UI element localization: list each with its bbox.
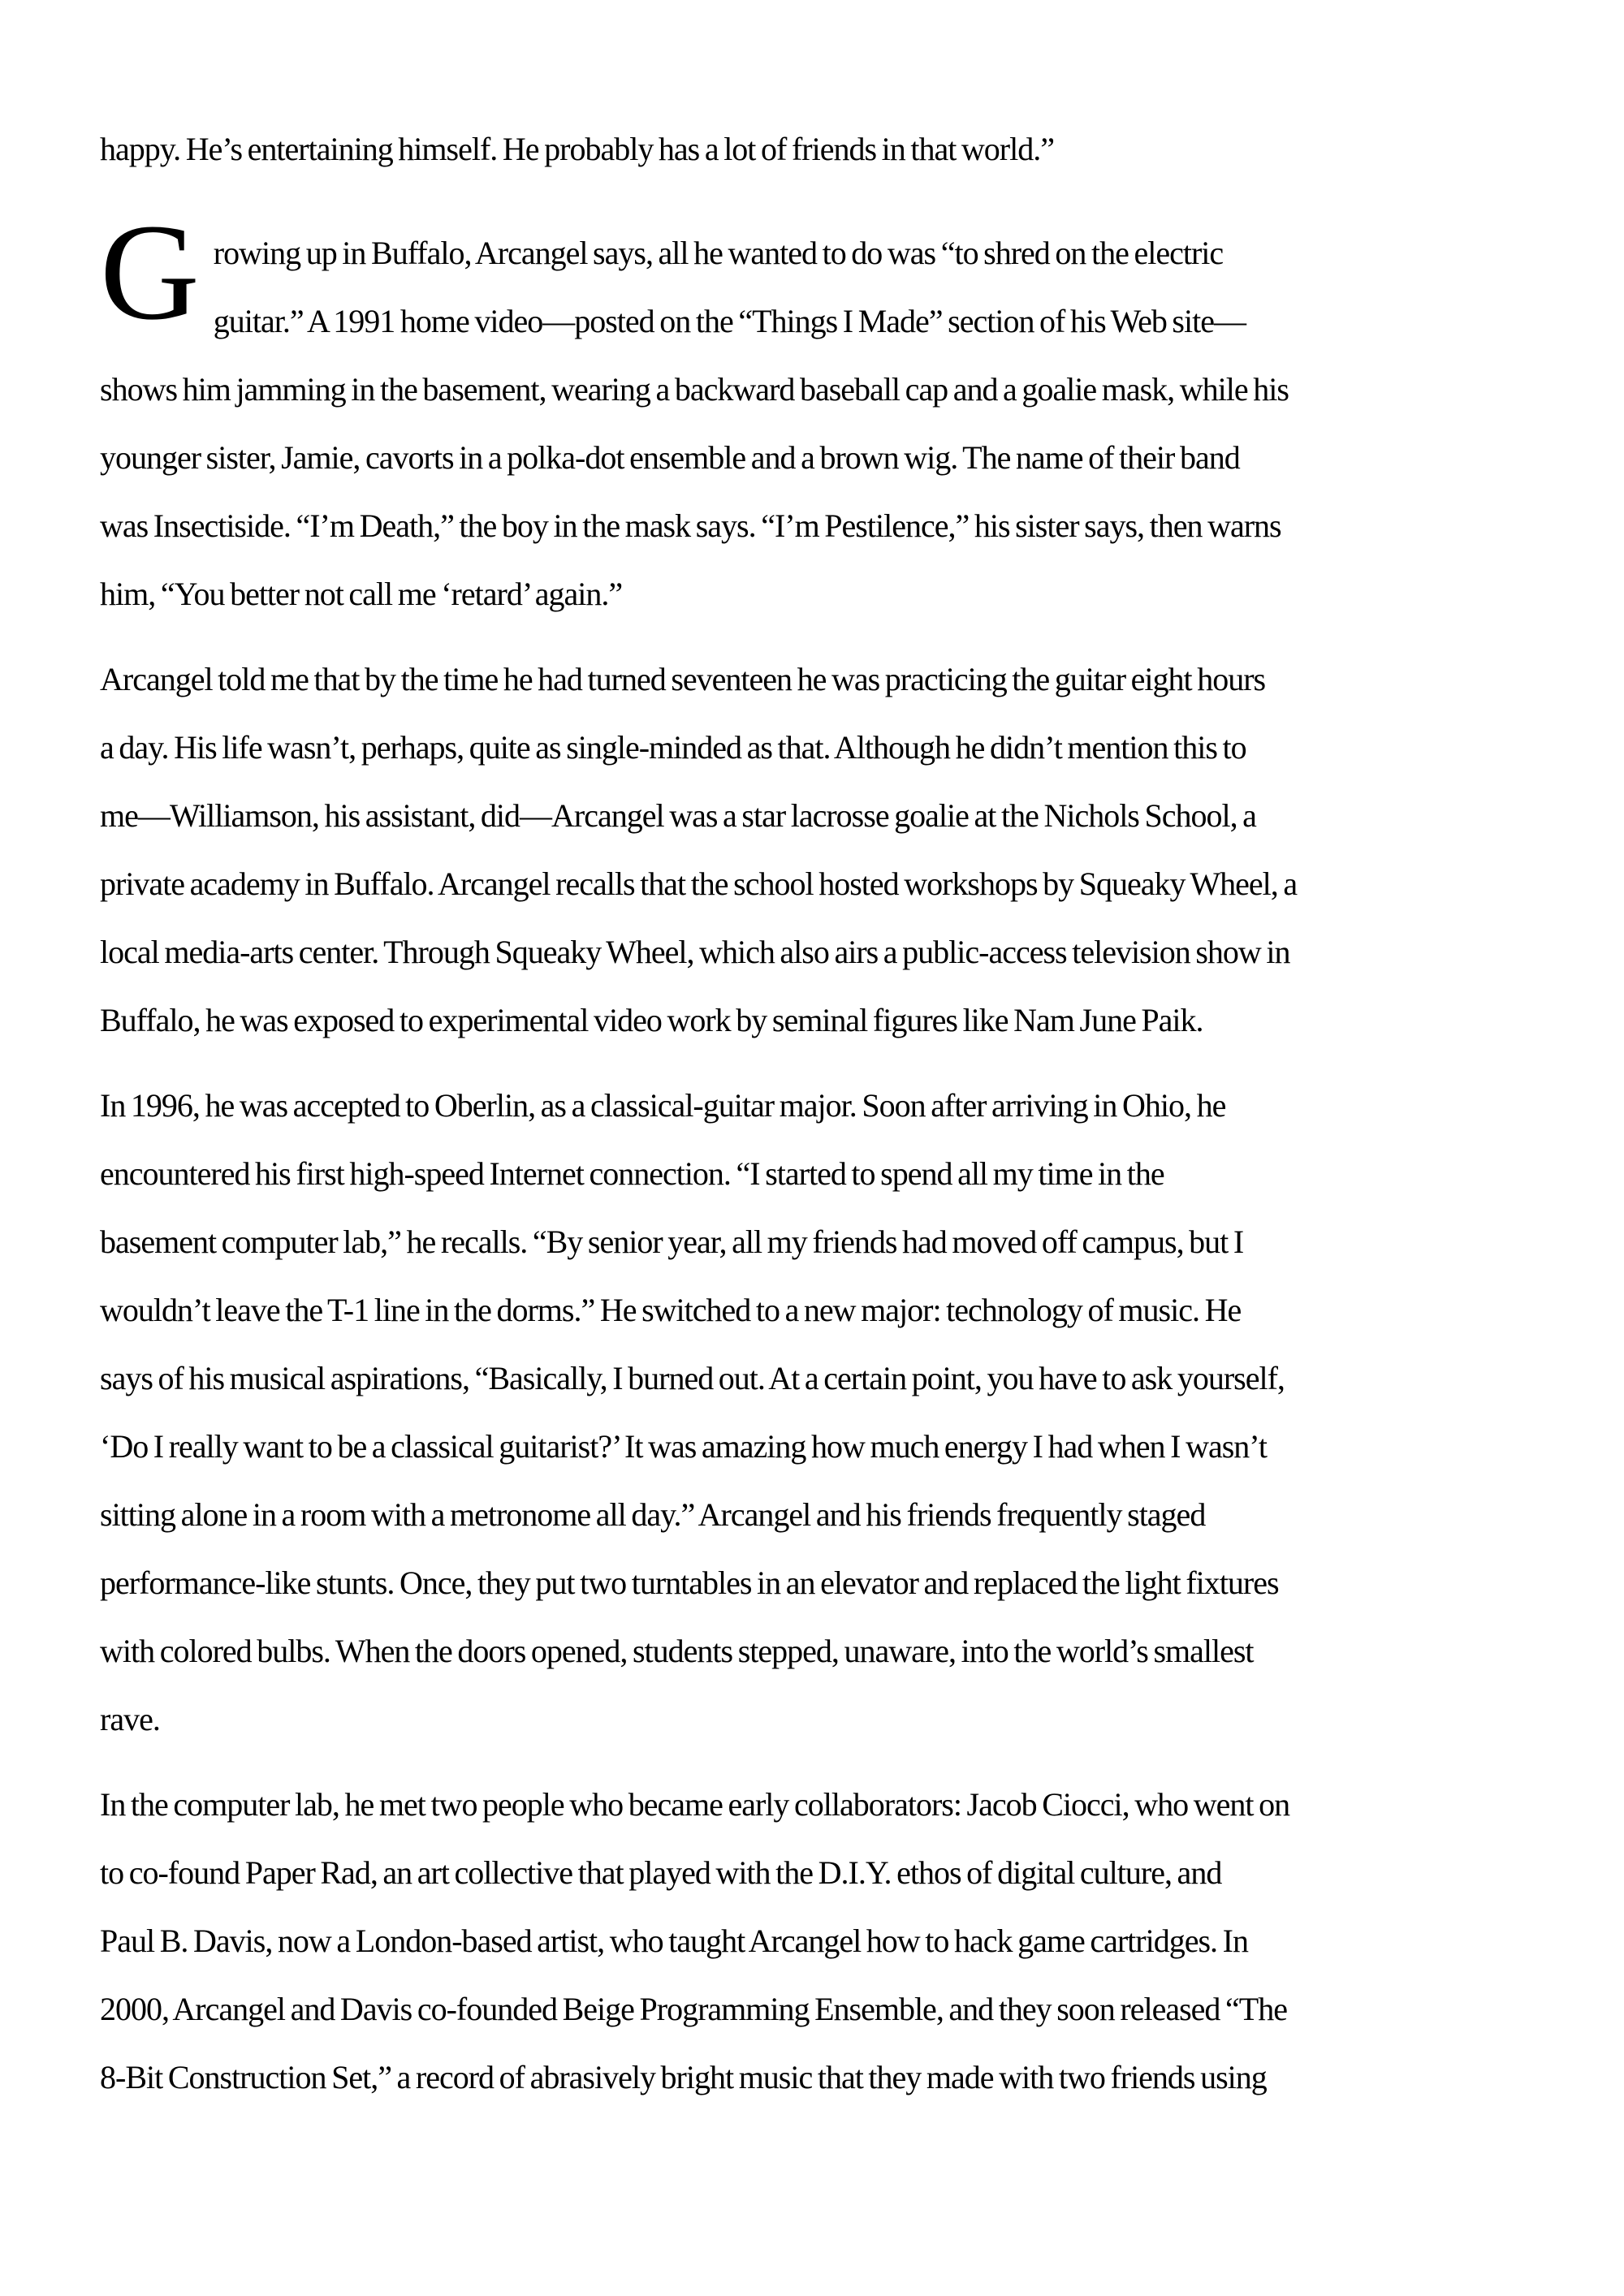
text-line: sitting alone in a room with a metronome all day.” Arcangel and his friends frequently staged: [100, 1496, 1206, 1533]
text-line: In 1996, he was accepted to Oberlin, as a classical-guitar major. Soon after arriving in Ohio, he: [100, 1087, 1226, 1124]
text-line: rave.: [100, 1701, 160, 1737]
text-line: Buffalo, he was exposed to experimental video work by seminal figures like Nam June Paik.: [100, 1002, 1203, 1038]
text-line: guitar.” A 1991 home video—posted on the “Things I Made” section of his Web site—: [213, 303, 1246, 339]
text-line: shows him jamming in the basement, wearing a backward baseball cap and a goalie mask, while his: [100, 371, 1289, 408]
dropcap-letter: G: [100, 196, 200, 348]
paragraph: [100, 1771, 1528, 2112]
text-line: 8-Bit Construction Set,” a record of abrasively bright music that they made with two friends using: [100, 2059, 1267, 2095]
paragraph: [100, 115, 1528, 183]
text-line: rowing up in Buffalo, Arcangel says, all he wanted to do was “to shred on the electric: [213, 235, 1224, 271]
text-line: me—Williamson, his assistant, did—Arcangel was a star lacrosse goalie at the Nichols School, a: [100, 797, 1256, 834]
text-line: ‘Do I really want to be a classical guitarist?’ It was amazing how much energy I had when I wasn’t: [100, 1428, 1267, 1465]
text-line: was Insectiside. “I’m Death,” the boy in the mask says. “I’m Pestilence,” his sister says, then warns: [100, 507, 1281, 544]
text-line: Arcangel told me that by the time he had turned seventeen he was practicing the guitar eight hours: [100, 661, 1266, 697]
paragraph: [100, 196, 1528, 628]
text-line: with colored bulbs. When the doors opened, students stepped, unaware, into the world’s smallest: [100, 1633, 1254, 1669]
text-line: private academy in Buffalo. Arcangel recalls that the school hosted workshops by Squeaky Wheel, a: [100, 865, 1298, 902]
text-line: happy. He’s entertaining himself. He probably has a lot of friends in that world.”: [100, 131, 1054, 167]
paragraph: [100, 645, 1528, 1055]
text-line: says of his musical aspirations, “Basically, I burned out. At a certain point, you have to ask yourself,: [100, 1360, 1285, 1396]
text-line: performance-like stunts. Once, they put two turntables in an elevator and replaced the light fixtures: [100, 1564, 1279, 1601]
text-line: 2000, Arcangel and Davis co-founded Beige Programming Ensemble, and they soon released “The: [100, 1991, 1287, 2027]
text-line: local media-arts center. Through Squeaky Wheel, which also airs a public-access television show in: [100, 934, 1290, 970]
text-line: a day. His life wasn’t, perhaps, quite as single-minded as that. Although he didn’t mention this to: [100, 729, 1246, 766]
text-line: Paul B. Davis, now a London-based artist, who taught Arcangel how to hack game cartridges. In: [100, 1923, 1248, 1959]
text-line: In the computer lab, he met two people who became early collaborators: Jacob Ciocci, who went on: [100, 1786, 1290, 1823]
text-line: encountered his first high-speed Internet connection. “I started to spend all my time in the: [100, 1155, 1164, 1192]
text-line: wouldn’t leave the T-1 line in the dorms.” He switched to a new major: technology of music. He: [100, 1292, 1242, 1328]
text-line: to co-found Paper Rad, an art collective that played with the D.I.Y. ethos of digital culture, and: [100, 1854, 1222, 1891]
text-line: him, “You better not call me ‘retard’ again.”: [100, 576, 623, 612]
text-line: younger sister, Jamie, cavorts in a polka-dot ensemble and a brown wig. The name of their band: [100, 439, 1240, 476]
paragraph: [100, 1072, 1528, 1754]
text-line: basement computer lab,” he recalls. “By senior year, all my friends had moved off campus, but I: [100, 1224, 1244, 1260]
